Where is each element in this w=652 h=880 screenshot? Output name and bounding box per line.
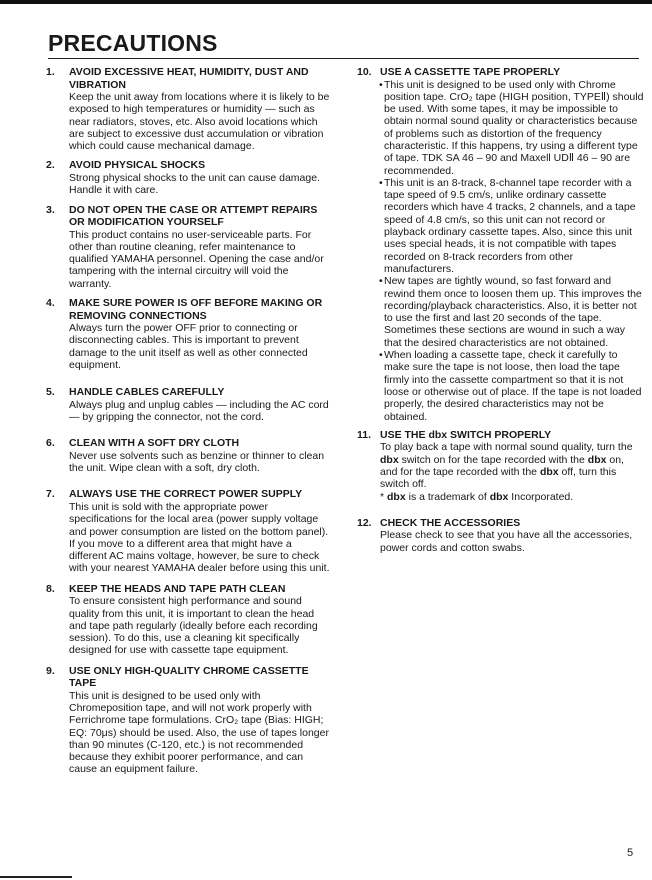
item-number: 7. <box>46 488 55 501</box>
precaution-item-6 <box>46 437 332 474</box>
item-number: 5. <box>46 386 55 399</box>
item-number: 12. <box>357 516 372 529</box>
item-number: 2. <box>46 159 55 172</box>
precaution-item-11 <box>357 429 644 503</box>
left-column <box>46 66 332 776</box>
item-body: Always turn the power OFF prior to connecting or disconnecting cables. This is important to prevent damage to the unit itself as well as other connected equipment. <box>69 322 308 371</box>
item-heading: USE THE dbx SWITCH PROPERLY <box>380 428 552 441</box>
bullet-dot: • <box>379 349 383 362</box>
title-underline <box>48 58 639 59</box>
item-body: This product contains no user-serviceable parts. For other than routine cleaning, refer maintenance to qualified YAMAHA personnel. Opening the case and/or tampering with the internal circuitry will void the warranty. <box>69 228 324 290</box>
item-body: To ensure consistent high performance and sound quality from this unit, it is important to clean the head and tape path regularly (ideally before each recording session). To do this, use a cleaning kit specifically designed for use with cassette tape equipment. <box>69 595 318 657</box>
bullet-item: • New tapes are tightly wound, so fast forward and rewind them once to loosen them up. This improves the recording/playback characteristics. Also, it is better not to use the first and last 20 seconds of the tape. Sometimes these sections are wound in such a way that the desired characteristics are not obtained. <box>379 275 642 349</box>
precaution-item-10 <box>357 66 644 423</box>
page-number: 5 <box>627 847 634 859</box>
bullet-item: • When loading a cassette tape, check it carefully to make sure the tape is not loose, then load the tape firmly into the cassette compartment so that it is not loose or otherwise out of place. If the tape is not loaded properly, the desired characteristics may not be obtained. <box>379 349 642 423</box>
item-heading: ALWAYS USE THE CORRECT POWER SUPPLY <box>69 488 303 501</box>
item-number: 11. <box>357 428 372 441</box>
item-body: Please check to see that you have all the accessories, power cords and cotton swabs. <box>380 529 633 554</box>
trademark-note: * dbx is a trademark of dbx Incorporated. <box>380 490 574 503</box>
item-heading: AVOID PHYSICAL SHOCKS <box>69 159 206 172</box>
item-number: 4. <box>46 297 55 310</box>
item-body: This unit is sold with the appropriate power specifications for the local area (power supply voltage and power consumption are listed on the bottom panel). If you move to a different area that might have a different AC mains voltage, however, be sure to check with your nearest YAMAHA dealer before using this unit. <box>69 500 330 575</box>
precaution-item-4 <box>46 297 332 371</box>
item-heading: AVOID EXCESSIVE HEAT, HUMIDITY, DUST AND VIBRATION <box>69 66 309 91</box>
item-body: Strong physical shocks to the unit can cause damage. Handle it with care. <box>69 171 320 197</box>
item-body: To play back a tape with normal sound quality, turn the dbx switch on for the tape recorded with the dbx on, and for the tape recorded with the dbx off, turn this switch off. <box>380 441 633 491</box>
item-heading: USE ONLY HIGH-QUALITY CHROME CASSETTE TAPE <box>69 664 309 690</box>
right-column <box>357 66 644 554</box>
item-number: 3. <box>46 203 55 216</box>
precaution-item-7 <box>46 488 332 574</box>
item-number: 10. <box>357 66 372 78</box>
item-heading: DO NOT OPEN THE CASE OR ATTEMPT REPAIRS OR MODIFICATION YOURSELF <box>69 203 318 229</box>
item-heading: HANDLE CABLES CAREFULLY <box>69 386 225 399</box>
precaution-item-8 <box>46 583 332 657</box>
item-heading: KEEP THE HEADS AND TAPE PATH CLEAN <box>69 582 286 595</box>
item-number: 9. <box>46 664 55 677</box>
bullet-dot: • <box>379 78 383 91</box>
precaution-item-3 <box>46 204 332 290</box>
item-body: Always plug and unplug cables — including the AC cord — by gripping the connector, not the cord. <box>69 398 329 424</box>
item-heading: CHECK THE ACCESSORIES <box>380 516 521 529</box>
item-heading: USE A CASSETTE TAPE PROPERLY <box>380 66 561 78</box>
item-body: Keep the unit away from locations where it is likely to be exposed to high temperatures or humidity — such as near radiators, stoves, etc. Also avoid locations which are subject to excessive dust accumulation or vibration which could cause mechanical damage. <box>69 91 330 153</box>
bullet-dot: • <box>379 275 383 288</box>
precaution-item-9 <box>46 665 332 776</box>
bullet-item: • This unit is designed to be used only with Chrome position tape. CrO₂ tape (HIGH position, TYPEⅡ) should be used. With some tapes, it may be impossible to obtain normal sound quality or characteristics because of problems such as distortion of the frequency characteristic. If this happens, try using a different type of tape. TDK SA 46 – 90 and Maxell UDⅡ 46 – 90 are recommended. <box>379 78 644 177</box>
bullet-dot: • <box>379 176 383 189</box>
item-number: 6. <box>46 437 55 450</box>
precaution-item-1 <box>46 66 332 152</box>
precaution-item-5 <box>46 386 332 423</box>
item-number: 1. <box>46 66 55 78</box>
top-rule <box>0 0 652 4</box>
precaution-item-12 <box>357 517 644 554</box>
item-heading: CLEAN WITH A SOFT DRY CLOTH <box>69 437 240 450</box>
bullet-item: • This unit is an 8-track, 8-channel tape recorder with a tape speed of 9.5 cm/s, unlike ordinary cassette recorders which have 4 tracks, 2 channels, and a tape speed of 4.8 cm/s, so this unit can not record or playback ordinary cassette tapes. Also, since this unit uses special heads, it is not compatible with tapes recorded on 8-track recorders from other manufacturers. <box>379 176 636 275</box>
item-body: This unit is designed to be used only with Chromeposition tape, and will not work properly with Ferrichrome tape formulations. CrO₂ tape (Bias: HIGH; EQ: 70μs) should be used. Also, the use of tapes longer than 90 minutes (C-120, etc.) is not recommended because they exhibit poorer performance, and can cause an equipment failure. <box>69 689 329 776</box>
item-number: 8. <box>46 582 55 595</box>
page-title: PRECAUTIONS <box>48 30 218 56</box>
item-heading: MAKE SURE POWER IS OFF BEFORE MAKING OR REMOVING CONNECTIONS <box>69 297 323 322</box>
precaution-item-2 <box>46 159 332 196</box>
item-body: Never use solvents such as benzine or thinner to clean the unit. Wipe clean with a soft, dry cloth. <box>69 449 325 475</box>
bottom-edge-mark <box>0 876 72 878</box>
